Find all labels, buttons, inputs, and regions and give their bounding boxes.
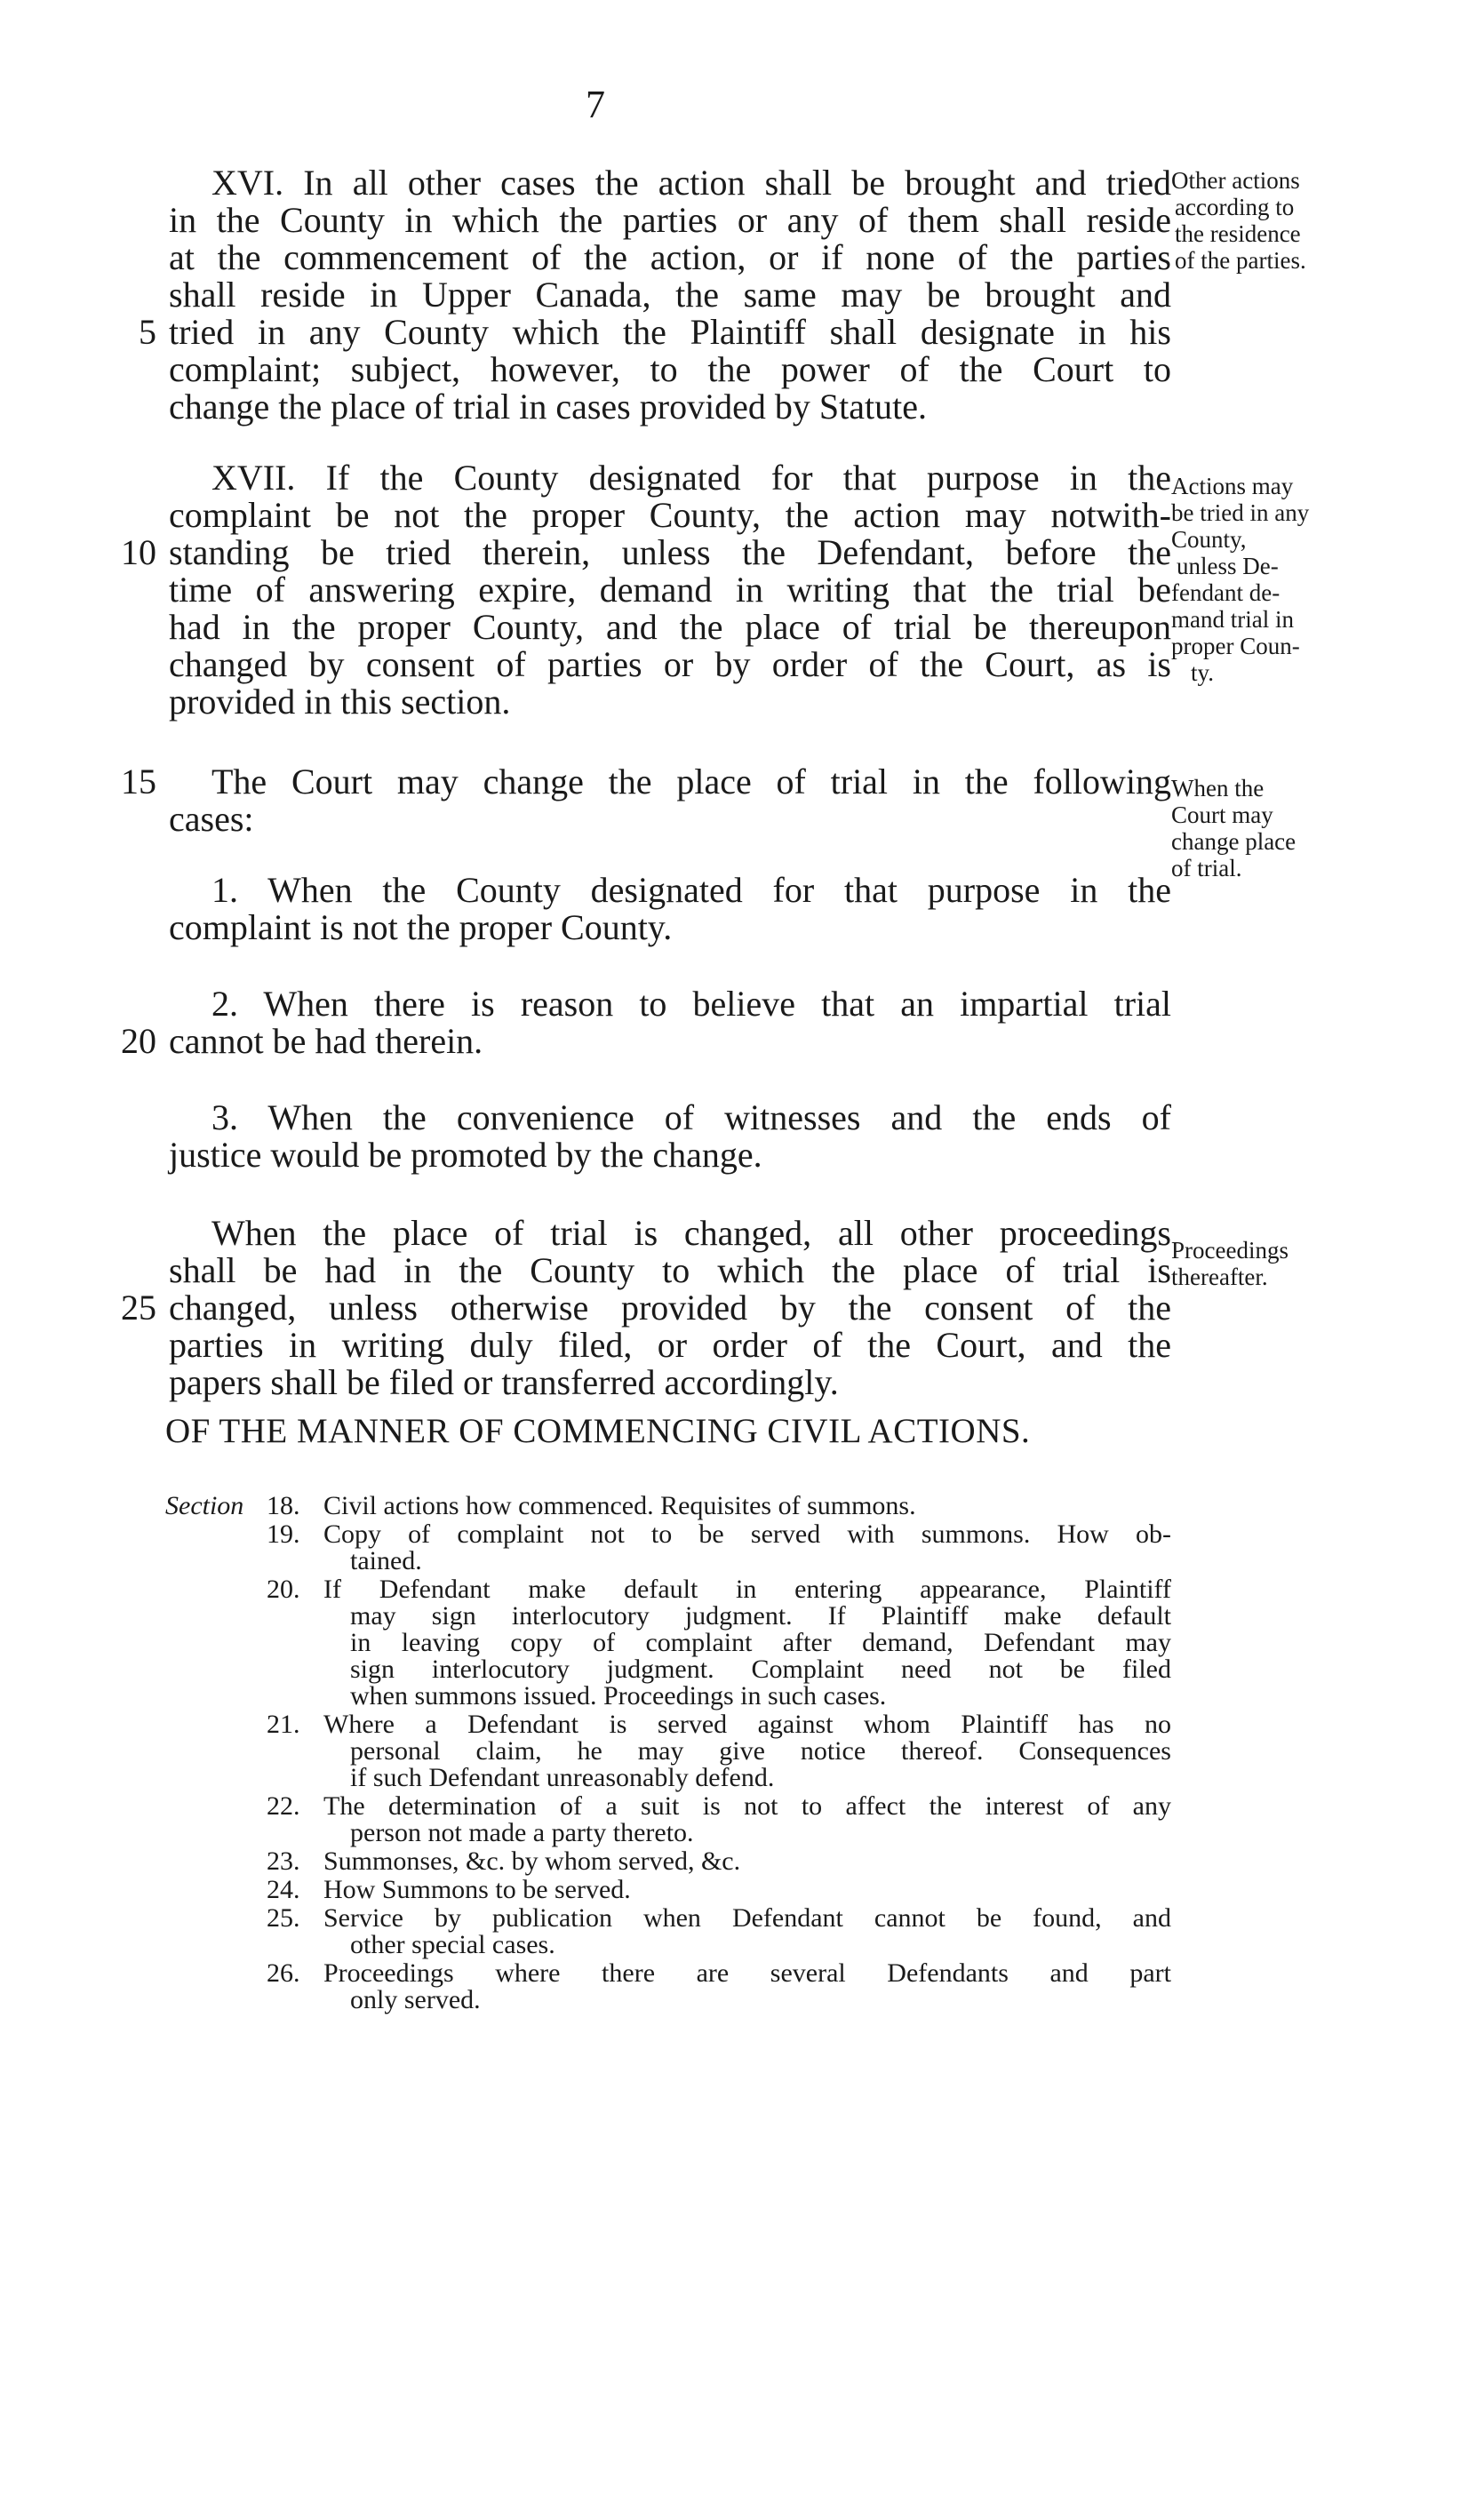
section-xvi-line: in the County in which the parties or any of them shall reside (169, 200, 1171, 240)
margin-note-line: mand trial in (1171, 606, 1294, 633)
proceedings-line: parties in writing duly filed, or order of the Court, and the (169, 1325, 1171, 1365)
summary-line: tained. (350, 1546, 422, 1575)
summary-line: Copy of complaint not to be served with summons. How ob- (323, 1519, 1171, 1549)
margin-note-line: When the (1171, 775, 1265, 801)
summary-number: 24. (267, 1875, 300, 1904)
summary-line: How Summons to be served. (323, 1875, 631, 1904)
line-number: 15 (121, 762, 156, 801)
proceedings-line: papers shall be filed or transferred accordingly. (169, 1362, 839, 1402)
margin-note-line: of trial. (1171, 855, 1242, 881)
section-xvii-line: provided in this section. (169, 682, 511, 722)
page-number: 7 (586, 83, 605, 126)
section-xvi-line: change the place of trial in cases provided by Statute. (169, 387, 928, 427)
case-2-line: 2. When there is reason to believe that an impartial trial (211, 984, 1171, 1024)
margin-note-line: be tried in any (1171, 499, 1310, 526)
summary-label: Section (165, 1491, 244, 1520)
section-xvii-line: standing be tried therein, unless the Defendant, before the (169, 532, 1171, 572)
proceedings-line: shall be had in the County to which the place of trial is (169, 1250, 1171, 1290)
margin-note-line: Proceedings (1171, 1237, 1289, 1264)
margin-note-line: according to (1175, 194, 1295, 220)
section-xvii-line: changed by consent of parties or by order of the Court, as is (169, 644, 1171, 684)
summary-number: 20. (267, 1575, 300, 1604)
margin-note-actions-may (1171, 473, 1309, 686)
case-1-line: complaint is not the proper County. (169, 907, 673, 947)
summary-line: If Defendant make default in entering appearance, Plaintiff (323, 1575, 1171, 1604)
summary-number: 25. (267, 1903, 300, 1933)
summary-line: other special cases. (350, 1930, 555, 1959)
section-xvii-line: complaint be not the proper County, the action may notwith- (169, 495, 1171, 535)
section-xvii-line: time of answering expire, demand in writing that the trial be (169, 570, 1171, 610)
section-xvi-line: at the commencement of the action, or if none of the parties (169, 237, 1171, 277)
summary-line: personal claim, he may give notice thereof. Consequences (350, 1736, 1171, 1766)
summary-line: sign interlocutory judgment. Complaint need not be filed (350, 1655, 1171, 1684)
margin-note-line: Actions may (1171, 473, 1294, 499)
margin-note-proceedings (1171, 1237, 1289, 1290)
change-place-line: cases: (169, 799, 254, 839)
summary-line: Proceedings where there are several Defendants and part (323, 1958, 1171, 1988)
summary-line: Where a Defendant is served against whom Plaintiff has no (323, 1710, 1171, 1739)
margin-note-line: Other actions (1171, 167, 1300, 194)
summary-line: Service by publication when Defendant cannot be found, and (323, 1903, 1171, 1933)
summary-number: 19. (267, 1519, 300, 1549)
summary-number: 26. (267, 1958, 300, 1988)
section-xvii-line: had in the proper County, and the place of trial be thereupon (169, 607, 1171, 647)
summary-number: 23. (267, 1846, 300, 1876)
line-number: 20 (121, 1021, 156, 1061)
margin-note-line: of the parties. (1175, 247, 1306, 274)
summary-number: 18. (267, 1491, 300, 1520)
margin-note-line: the residence (1175, 220, 1301, 247)
summary-line: Summonses, &c. by whom served, &c. (323, 1846, 741, 1876)
margin-note-line: proper Coun- (1171, 633, 1300, 659)
section-xvi-line: shall reside in Upper Canada, the same may be brought and (169, 275, 1171, 315)
summary-line: person not made a party thereto. (350, 1818, 694, 1847)
summary-line: only served. (350, 1985, 481, 2014)
case-3-line: 3. When the convenience of witnesses and the ends of (211, 1097, 1171, 1137)
change-place-line: The Court may change the place of trial in the following (211, 762, 1171, 801)
case-3-line: justice would be promoted by the change. (169, 1135, 762, 1175)
proceedings-line: When the place of trial is changed, all other proceedings (211, 1213, 1171, 1253)
margin-note-line: Court may (1171, 801, 1273, 828)
line-number: 10 (121, 532, 156, 572)
margin-note-when-court (1171, 775, 1296, 881)
line-number: 25 (121, 1288, 156, 1328)
case-1-line: 1. When the County designated for that purpose in the (211, 870, 1171, 910)
line-number: 5 (139, 312, 156, 352)
margin-note-line: thereafter. (1171, 1264, 1268, 1290)
proceedings-line: changed, unless otherwise provided by the consent of the (169, 1288, 1171, 1328)
case-2-line: cannot be had therein. (169, 1021, 483, 1061)
summary-line: in leaving copy of complaint after demand, Defendant may (350, 1628, 1171, 1657)
summary-number: 21. (267, 1710, 300, 1739)
margin-note-other-actions (1171, 167, 1306, 274)
summary-line: may sign interlocutory judgment. If Plaintiff make default (350, 1601, 1171, 1631)
summary-line: if such Defendant unreasonably defend. (350, 1763, 775, 1792)
summary-line: The determination of a suit is not to affect the interest of any (323, 1791, 1171, 1821)
section-xvi-line: tried in any County which the Plaintiff shall designate in his (169, 312, 1171, 352)
summary-line: when summons issued. Proceedings in such cases. (350, 1681, 887, 1711)
margin-note-line: ty. (1191, 659, 1214, 686)
section-heading: OF THE MANNER OF COMMENCING CIVIL ACTIONS. (165, 1412, 1031, 1450)
margin-note-line: change place (1171, 828, 1297, 855)
margin-note-line: County, (1171, 526, 1247, 553)
summary-line: Civil actions how commenced. Requisites of summons. (323, 1491, 916, 1520)
margin-note-line: fendant de- (1171, 579, 1281, 606)
section-xvi-line: complaint; subject, however, to the power of the Court to (169, 349, 1171, 389)
summary-number: 22. (267, 1791, 300, 1821)
section-xvii-line: XVII. If the County designated for that purpose in the (211, 458, 1171, 498)
margin-note-line: unless De- (1177, 553, 1279, 579)
section-xvi-line: XVI. In all other cases the action shall be brought and tried (211, 163, 1171, 203)
